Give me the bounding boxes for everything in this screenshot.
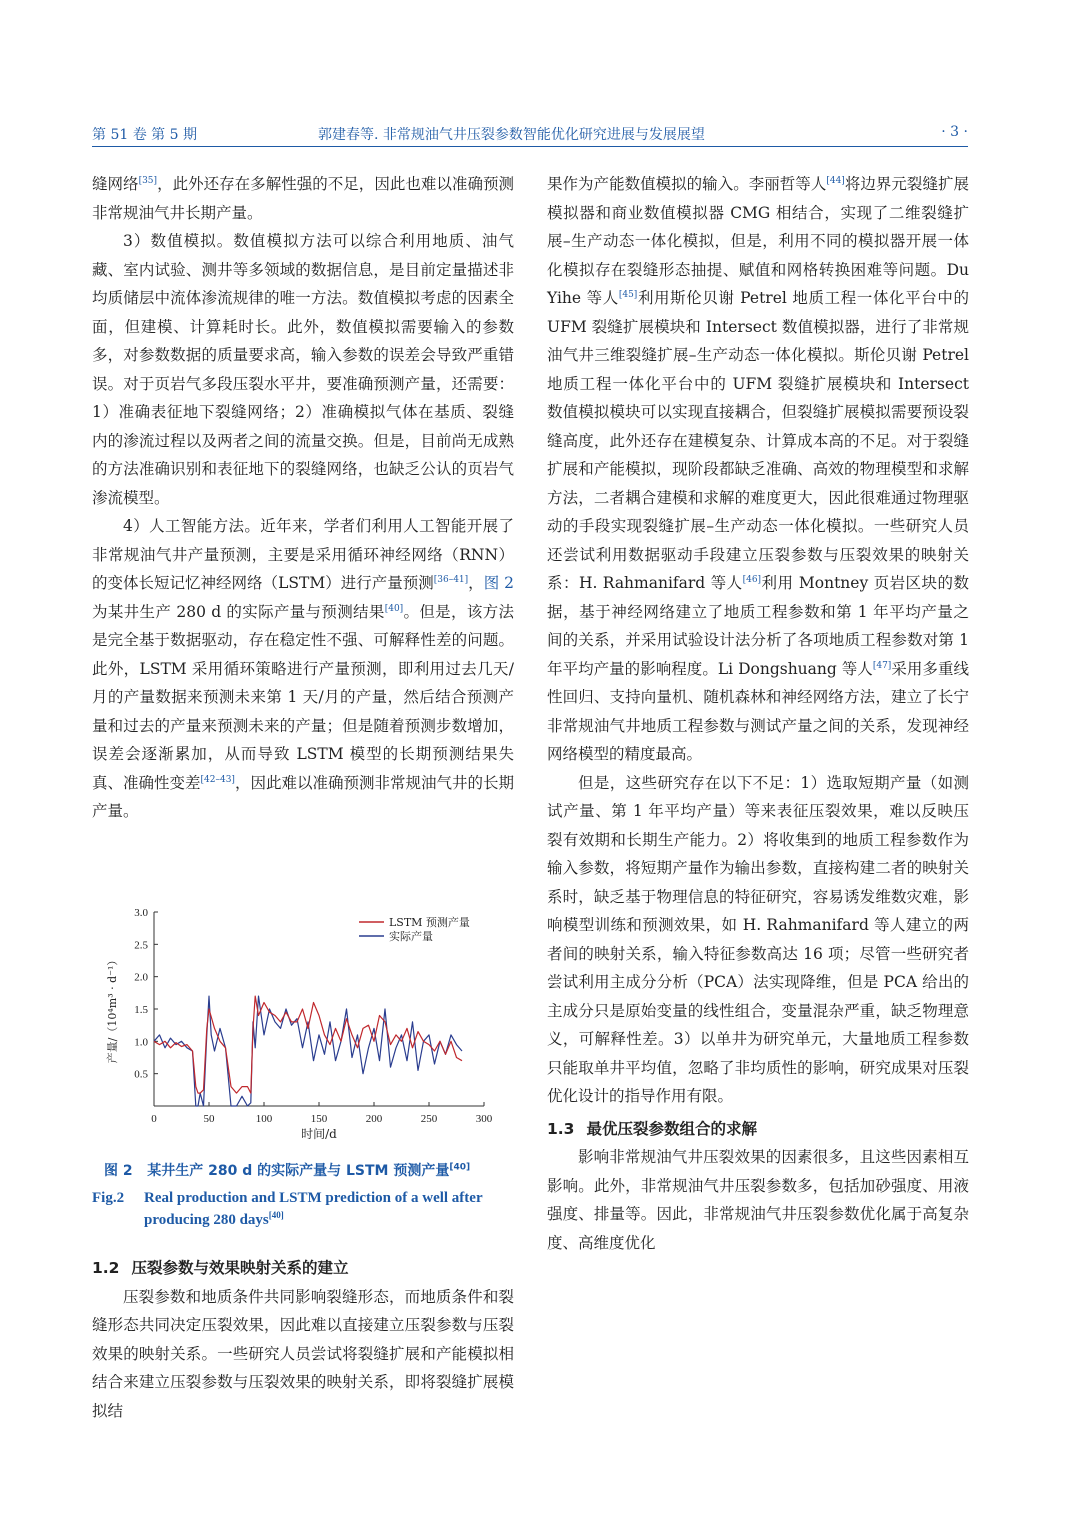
right-column (547, 170, 969, 1257)
caption-label-en: Fig.2 (92, 1190, 125, 1206)
series-line (154, 996, 462, 1093)
y-axis-label: 产量/（10⁴m³ · d⁻¹） (106, 954, 119, 1064)
left-column-upper (92, 170, 514, 826)
x-tick-label: 100 (255, 1113, 273, 1125)
citation-link[interactable]: [45] (618, 289, 638, 300)
page-number: · 3 · (941, 124, 968, 140)
x-tick-label: 50 (203, 1113, 215, 1125)
legend-label: LSTM 预测产量 (389, 916, 470, 929)
citation-link[interactable]: [44] (826, 175, 845, 186)
section-heading-1-2: 1.2 压裂参数与效果映射关系的建立 (92, 1259, 349, 1277)
caption-label: 图 2 (104, 1163, 133, 1179)
y-tick-label: 3.0 (134, 907, 148, 919)
paragraph-numerical-simulation: 3）数值模拟。数值模拟方法可以综合利用地质、油气藏、室内试验、测井等多领域的数据信息，是目前定量描述非均质储层中流体渗流规律的唯一方法。数值模拟考虑的因素全面，但建模、计算耗时长。此外，数值模拟需要输入的参数多，对参数数据的质量要求高，输入参数的误差会导致严重错误。对于页岩气多段压裂水平井，要准确预测产量，还需要：1）准确表征地下裂缝网络；2）准确模拟气体在基质、裂缝内的渗流过程以及两者之间的流量交换。但是，目前尚无成熟的方法准确识别和表征地下的裂缝网络，也缺乏公认的页岩气渗流模型。 (92, 232, 514, 507)
figure-caption-cn (104, 1160, 470, 1180)
caption-ref-en: [40] (268, 1210, 284, 1220)
x-tick-label: 0 (151, 1113, 157, 1125)
y-tick-label: 1.5 (134, 1004, 148, 1016)
citation-link[interactable]: [42–43] (200, 774, 235, 785)
figure-2 (92, 898, 514, 1148)
citation-link[interactable]: [36–41] (433, 574, 469, 585)
caption-text-en: Real production and LSTM prediction of a well after producing 280 days (144, 1190, 483, 1228)
citation-link[interactable]: [46] (742, 574, 762, 585)
citation-link[interactable]: [47] (872, 660, 892, 671)
caption-ref: [40] (449, 1162, 471, 1173)
running-header (92, 118, 968, 148)
section-heading-1-3: 1.3 最优压裂参数组合的求解 (547, 1119, 757, 1138)
paragraph-ai-method: 4）人工智能方法。近年来，学者们利用人工智能开展了非常规油气井产量预测，主要是采用循环神经网络（RNN）的变体长短记忆神经网络（LSTM）进行产量预测[36–41]，图 2 为某井生产 280 d 的实际产量与预测结果[40]。但是，该方法是完全基于数据驱动，存在稳定性不强、可解释性差的问题。此外，LSTM 采用循环策略进行产量预测，即利用过去几天/月的产量数据来预测未来第 1 天/月的产量，然后结合预测产量和过去的产量来预测未来的产量；但是随着预测步数增加，误差会逐渐累加，从而导致 LSTM 模型的长期预测结果失真、准确性变差[42–43]，因此难以准确预测非常规油气井的长期产量。 (92, 517, 514, 820)
figure-link[interactable]: 图 2 (483, 574, 514, 592)
x-tick-label: 200 (365, 1113, 383, 1125)
series-line (154, 996, 462, 1106)
paragraph-integration: 果作为产能数值模拟的输入。李丽哲等人[44]将边界元裂缝扩展模拟器和商业数值模拟器 CMG 相结合，实现了二维裂缝扩展–生产动态一体化模拟，但是，利用不同的模拟器开展一体化模拟存在裂缝形态抽提、赋值和网格转换困难等问题。Du Yihe 等人[45]利用斯伦贝谢 Petrel 地质工程一体化平台中的 UFM 裂缝扩展模块和 Intersect 数值模拟器，进行了非常规油气井三维裂缝扩展–生产动态一体化模拟。斯伦贝谢 Petrel 地质工程一体化平台中的 UFM 裂缝扩展模块和 Intersect 数值模拟模块可以实现直接耦合，但裂缝扩展模拟需要预设裂缝高度，此外还存在建模复杂、计算成本高的不足。对于裂缝扩展和产能模拟，现阶段都缺乏准确、高效的物理模型和求解方法，二者耦合建模和求解的难度更大，因此很难通过物理驱动的手段实现裂缝扩展–生产动态一体化模拟。一些研究人员还尝试利用数据驱动手段建立压裂参数与压裂效果的映射关系：H. Rahmanifard 等人[46]利用 Montney 页岩区块的数据，基于神经网络建立了地质工程参数和第 1 年平均产量之间的关系，并采用试验设计法分析了各项地质工程参数对第 1 年平均产量的影响程度。Li Dongshuang 等人[47]采用多重线性回归、支持向量机、随机森林和神经网络方法，建立了长宁非常规油气井地质工程参数与测试产量之间的关系，发现神经网络模型的精度最高。 (547, 175, 970, 763)
running-title: 郭建春等. 非常规油气井压裂参数智能优化研究进展与发展展望 (318, 127, 705, 143)
x-axis-label: 时间/d (301, 1127, 337, 1141)
x-tick-label: 300 (475, 1113, 493, 1125)
y-tick-label: 2.0 (134, 971, 148, 984)
header-rule (92, 146, 968, 147)
paragraph-shortcomings: 但是，这些研究存在以下不足：1）选取短期产量（如测试产量、第 1 年平均产量）等来表征压裂效果，难以反映压裂有效期和长期生产能力。2）将收集到的地质工程参数作为输入参数，将短期产量作为输出参数，直接构建二者的映射关系时，缺乏基于物理信息的特征研究，容易诱发维数灾难，影响模型训练和预测效果，如 H. Rahmanifard 等人建立的两者间的映射关系，输入特征参数高达 16 项；尽管一些研究者尝试利用主成分分析（PCA）法实现降维，但是 PCA 给出的主成分只是原始变量的线性组合，变量混杂严重，缺乏物理意义，可解释性差。3）以单井为研究单元，大量地质工程参数只能取单井平均值，忽略了非均质性的影响，研究成果对压裂优化设计的指导作用有限。 (547, 773, 969, 1105)
y-tick-label: 2.5 (134, 939, 148, 952)
caption-text: 某井生产 280 d 的实际产量与 LSTM 预测产量 (147, 1163, 450, 1179)
x-tick-label: 150 (310, 1113, 328, 1125)
paragraph-mapping: 压裂参数和地质条件共同影响裂缝形态，而地质条件和裂缝形态共同决定压裂效果，因此难以直接建立压裂参数与压裂效果的映射关系。一些研究人员尝试将裂缝扩展和产能模拟相结合来建立压裂参数与压裂效果的映射关系，即将裂缝扩展模拟结 (92, 1287, 514, 1420)
legend-label: 实际产量 (389, 930, 433, 943)
left-column-lower (92, 1250, 514, 1425)
paragraph: 缝网络[35]，此外还存在多解性强的不足，因此也难以准确预测非常规油气井长期产量。 (92, 175, 514, 222)
x-tick-label: 250 (420, 1113, 438, 1125)
y-tick-label: 0.5 (134, 1068, 148, 1081)
citation-link[interactable]: [40] (384, 603, 404, 614)
citation-link[interactable]: [35] (138, 175, 158, 186)
figure-caption-en (92, 1187, 514, 1231)
journal-issue: 第 51 卷 第 5 期 (92, 127, 197, 143)
production-chart (92, 898, 514, 1148)
paragraph-optimization: 影响非常规油气井压裂效果的因素很多，且这些因素相互影响。此外，非常规油气井压裂参数多，包括加砂强度、用液强度、排量等。因此，非常规油气井压裂参数优化属于高复杂度、高维度优化 (547, 1148, 969, 1252)
y-tick-label: 1.0 (134, 1036, 148, 1049)
